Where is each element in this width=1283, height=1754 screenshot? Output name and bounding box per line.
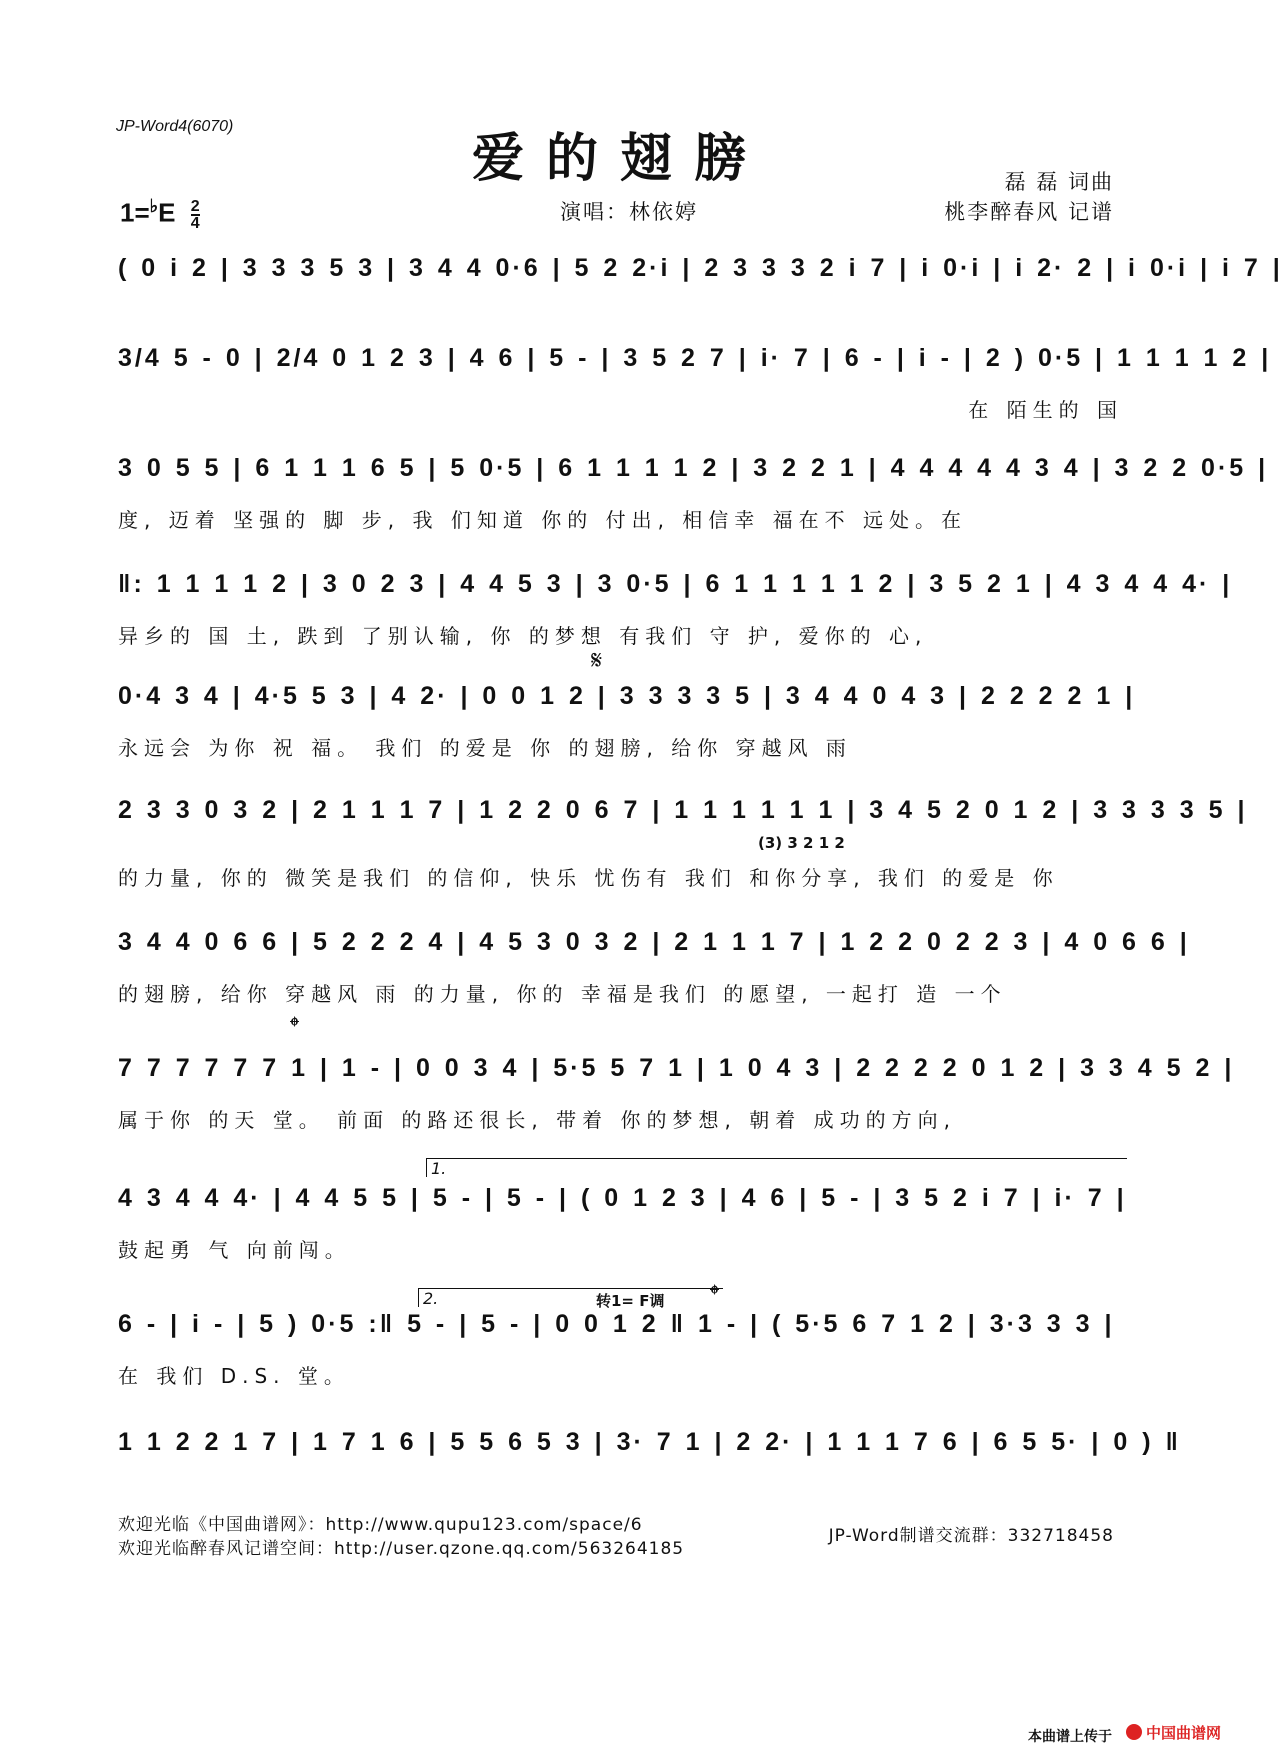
score-row-7 [118, 920, 1190, 1032]
logo-text: 中国曲谱网 [1146, 1724, 1222, 1742]
time-denominator: 4 [190, 214, 200, 232]
upload-note: 本曲谱上传于 [1028, 1729, 1112, 1745]
score-row-2 [118, 336, 1272, 448]
key-prefix: 1= [120, 197, 150, 228]
lyrics-line: 度, 迈着 坚强的 脚 步, 我 们知道 你的 付出, 相信幸 福在不 远处。在 [118, 508, 968, 532]
notation-line: ‖: 1 1 1 1 2 | 3 0 2 3 | 4 4 5 3 | 3 0·5 | 6 1 1 1 1 1 2 | 3 5 2 1 | 4 3 4 4 4· | [118, 570, 1233, 598]
footer-qupu-link[interactable]: 欢迎光临《中国曲谱网》：http://www.qupu123.com/space/6 [118, 1515, 643, 1535]
footer-group-info: JP-Word制谱交流群：332718458 [828, 1526, 1114, 1546]
composer-credit: 磊 磊 词曲 [1004, 170, 1114, 194]
notation-line: 6 - | i - | 5 ) 0·5 :‖ 5 - | 5 - | 0 0 1 2 ‖ 1 - | ( 5·5 6 7 1 2 | 3·3 3 3 | [118, 1310, 1115, 1338]
notation-line: 1 1 2 2 1 7 | 1 7 1 6 | 5 5 6 5 3 | 3· 7 1 | 2 2· | 1 1 1 7 6 | 6 5 5· | 0 ) ‖ [118, 1428, 1181, 1456]
notation-line: 7 7 7 7 7 7 1 | 1 - | 0 0 3 4 | 5·5 5 7 1 | 1 0 4 3 | 2 2 2 2 0 1 2 | 3 3 4 5 2 | [118, 1054, 1235, 1082]
score-row-3 [118, 446, 1269, 558]
segno-sign: 𝄋 [591, 646, 603, 676]
song-title: 爱的翅膀 [471, 128, 768, 189]
score-row-8 [118, 1012, 1235, 1158]
notation-line: 3 0 5 5 | 6 1 1 1 6 5 | 5 0·5 | 6 1 1 1 1 2 | 3 2 2 1 | 4 4 4 4 4 3 4 | 3 2 2 0·5 | [118, 454, 1269, 482]
key-letter: E [158, 197, 176, 228]
score-row-9 [118, 1159, 1127, 1288]
alternate-melody: (3) 3 2 1 2 [758, 834, 845, 852]
lyrics-line: 永远会 为你 祝 福。 我们 的爱是 你 的翅膀, 给你 穿越风 雨 [118, 736, 852, 760]
lyrics-line: 的翅膀, 给你 穿越风 雨 的力量, 你的 幸福是我们 的愿望, 一起打 造 一个 [118, 982, 1007, 1006]
lyrics-line: 异乡的 国 土, 跌到 了别认输, 你 的梦想 有我们 守 护, 爱你的 心, [118, 624, 928, 648]
flat-sign: ♭ [149, 196, 159, 216]
footer-space-link[interactable]: 欢迎光临醉春风记谱空间：http://user.qzone.qq.com/563264185 [118, 1539, 685, 1559]
site-logo[interactable] [1124, 1720, 1224, 1744]
first-ending-bracket [426, 1158, 1127, 1177]
lyrics-line: 在 我们 D.S. 堂。 [118, 1364, 350, 1388]
score-row-6 [118, 788, 1248, 900]
score-row-10 [118, 1280, 1123, 1414]
lyrics-line: 属于你 的天 堂。 前面 的路还很长, 带着 你的梦想, 朝着 成功的方向, [118, 1108, 956, 1132]
volta-1-label: 1. [431, 1159, 447, 1178]
software-version: JP-Word4(6070) [116, 118, 234, 135]
modulation-note: 转1= F调 [596, 1292, 665, 1310]
coda-sign-2: 𝄌 [710, 1280, 719, 1310]
lyrics-line [118, 304, 1123, 338]
time-numerator: 2 [190, 197, 200, 215]
lyrics-line: 在 陌生的 国 [968, 398, 1123, 422]
notation-line: 4 3 4 4 4· | 4 4 5 5 | 5 - | 5 - | ( 0 1 2 3 | 4 6 | 5 - | 3 5 2 i 7 | i· 7 | [118, 1184, 1127, 1212]
time-signature [191, 199, 200, 231]
notation-line: 0·4 3 4 | 4·5 5 3 | 4 2· | 0 0 1 2 | 3 3 3 3 5 | 3 4 4 0 4 3 | 2 2 2 2 1 | [118, 682, 1136, 710]
score-row-5 [118, 646, 1136, 786]
logo-mark-icon [1126, 1724, 1142, 1740]
score-row-4 [118, 562, 1233, 674]
key-signature [120, 196, 200, 231]
notation-line: 3 4 4 0 6 6 | 5 2 2 2 4 | 4 5 3 0 3 2 | 2 1 1 1 7 | 1 2 2 0 2 2 3 | 4 0 6 6 | [118, 928, 1190, 956]
volta-2-label: 2. [423, 1289, 439, 1308]
notation-line: ( 0 i 2 | 3 3 3 5 3 | 3 4 4 0·6 | 5 2 2·i | 2 3 3 3 2 i 7 | i 0·i | i 2· 2 | i 0·i | i 7 | [118, 254, 1283, 282]
coda-sign: 𝄌 [290, 1012, 299, 1042]
lyrics-line: 鼓起勇 气 向前闯。 [118, 1238, 351, 1262]
singer-credit: 演唱：林依婷 [560, 200, 698, 224]
lyrics-line: 的力量, 你的 微笑是我们 的信仰, 快乐 忧伤有 我们 和你分享, 我们 的爱是 你 [118, 866, 1059, 890]
notation-line: 2 3 3 0 3 2 | 2 1 1 1 7 | 1 2 2 0 6 7 | 1 1 1 1 1 1 | 3 4 5 2 0 1 2 | 3 3 3 3 5 | [118, 796, 1248, 824]
transcriber-credit: 桃李醉春风 记谱 [944, 200, 1114, 224]
notation-line: 3/4 5 - 0 | 2/4 0 1 2 3 | 4 6 | 5 - | 3 5 2 7 | i· 7 | 6 - | i - | 2 ) 0·5 | 1 1 1 1 2 | [118, 344, 1272, 372]
